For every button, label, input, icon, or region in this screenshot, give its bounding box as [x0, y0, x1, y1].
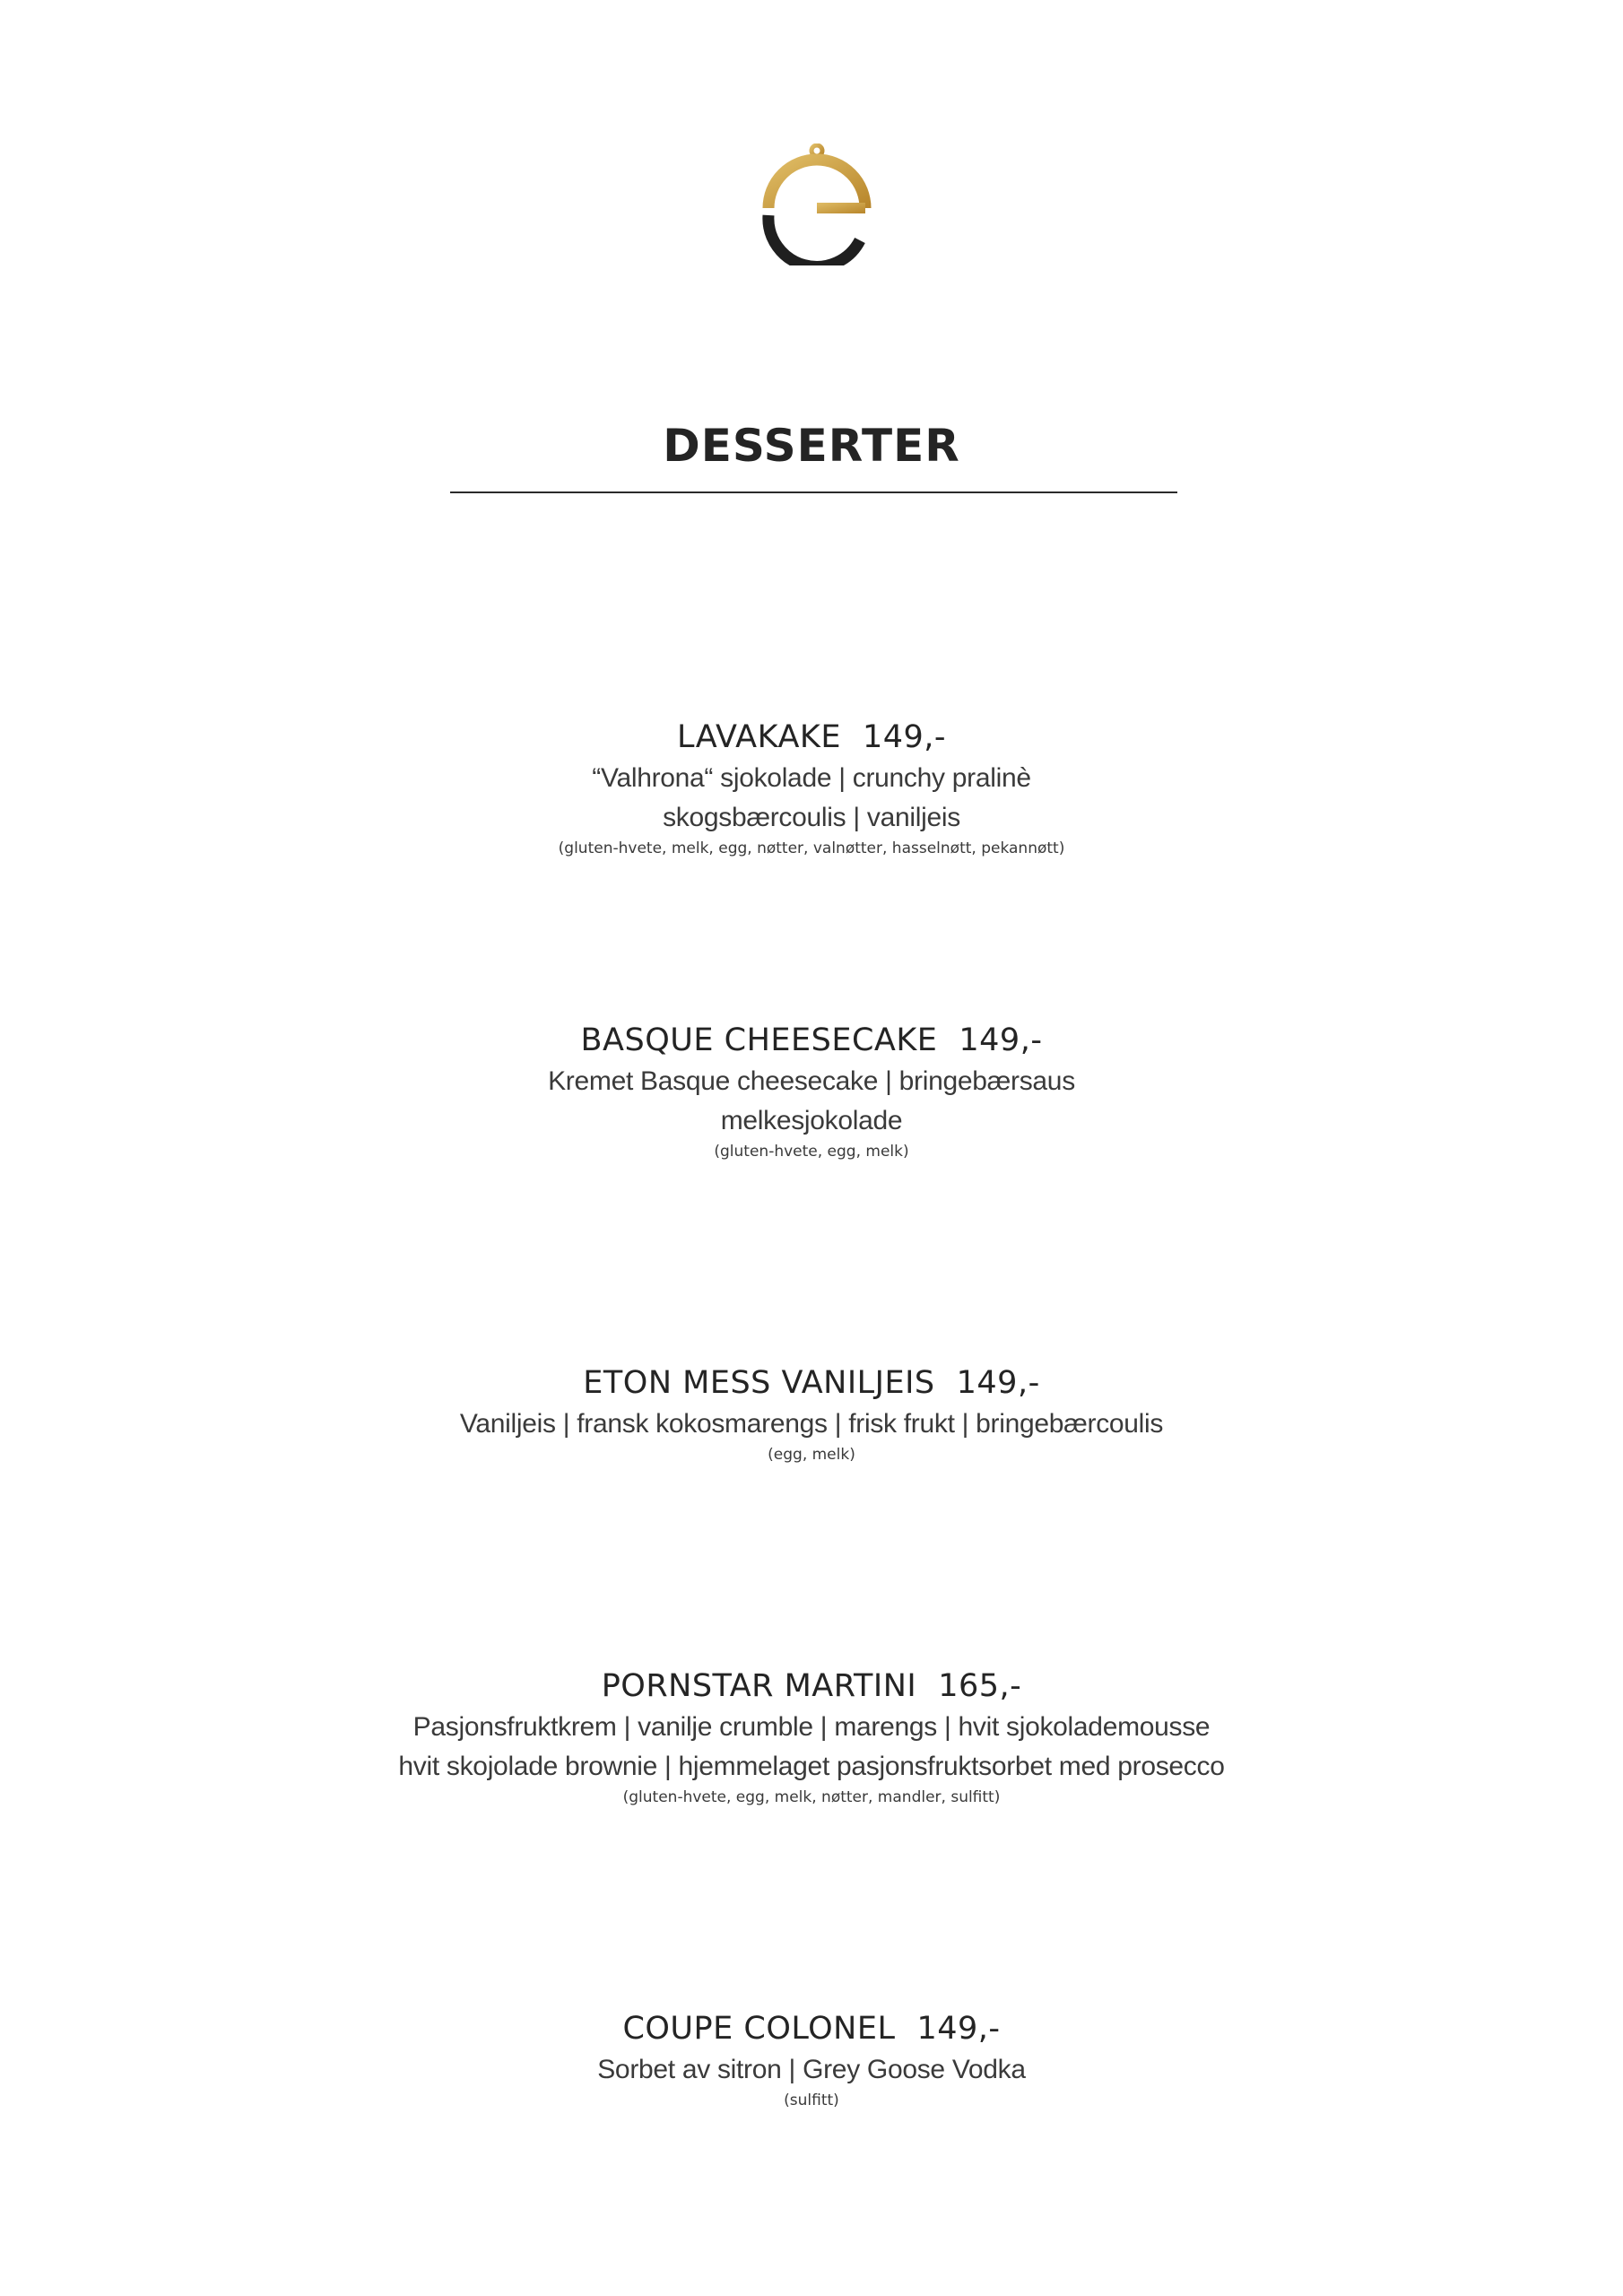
item-heading [0, 2007, 1623, 2050]
item-price: 149,- [862, 719, 947, 755]
item-name: BASQUE CHEESECAKE [580, 1022, 938, 1058]
item-description-line: skogsbærcoulis | vaniljeis [663, 803, 960, 832]
menu-item [0, 1019, 1623, 1162]
item-heading [0, 1019, 1623, 1062]
item-name: LAVAKAKE [676, 719, 841, 755]
menu-item [0, 2007, 1623, 2111]
item-allergens: (gluten-hvete, egg, melk, nøtter, mandler, sulfitt) [622, 1788, 1001, 1806]
title-divider [450, 491, 1177, 493]
item-name: ETON MESS VANILJEIS [583, 1365, 935, 1401]
item-allergens: (gluten-hvete, egg, melk) [714, 1143, 909, 1161]
logo-bar [817, 203, 865, 213]
logo-upper-arc [768, 160, 865, 208]
item-price: 165,- [938, 1668, 1022, 1704]
item-description-line: hvit skojolade brownie | hjemmelaget pasjonsfruktsorbet med prosecco [398, 1752, 1225, 1781]
item-description-line: Kremet Basque cheesecake | bringebærsaus [548, 1066, 1075, 1096]
item-heading [0, 1361, 1623, 1405]
item-description-line: Pasjonsfruktkrem | vanilje crumble | marengs | hvit sjokolademousse [412, 1712, 1211, 1742]
item-allergens: (egg, melk) [768, 1446, 855, 1464]
item-description-line: Vaniljeis | fransk kokosmarengs | frisk frukt | bringebærcoulis [459, 1409, 1164, 1439]
item-heading [0, 1665, 1623, 1708]
item-description-line: “Valhrona“ sjokolade | crunchy pralinè [592, 763, 1031, 793]
item-allergens: (gluten-hvete, melk, egg, nøtter, valnøtter, hasselnøtt, pekannøtt) [558, 839, 1065, 857]
menu-item [0, 1361, 1623, 1465]
item-price: 149,- [916, 2011, 1001, 2047]
menu-item [0, 1665, 1623, 1808]
item-name: COUPE COLONEL [622, 2011, 896, 2047]
item-price: 149,- [959, 1022, 1043, 1058]
item-description-line: melkesjokolade [720, 1106, 903, 1135]
logo-lower-arc [768, 215, 860, 265]
item-price: 149,- [956, 1365, 1040, 1401]
page-title: DESSERTER [663, 420, 960, 472]
restaurant-e-logo-icon [761, 144, 872, 265]
item-name: PORNSTAR MARTINI [601, 1668, 917, 1704]
item-description-line: Sorbet av sitron | Grey Goose Vodka [597, 2055, 1026, 2084]
menu-item [0, 716, 1623, 859]
item-heading [0, 716, 1623, 759]
item-allergens: (sulfitt) [784, 2092, 839, 2109]
